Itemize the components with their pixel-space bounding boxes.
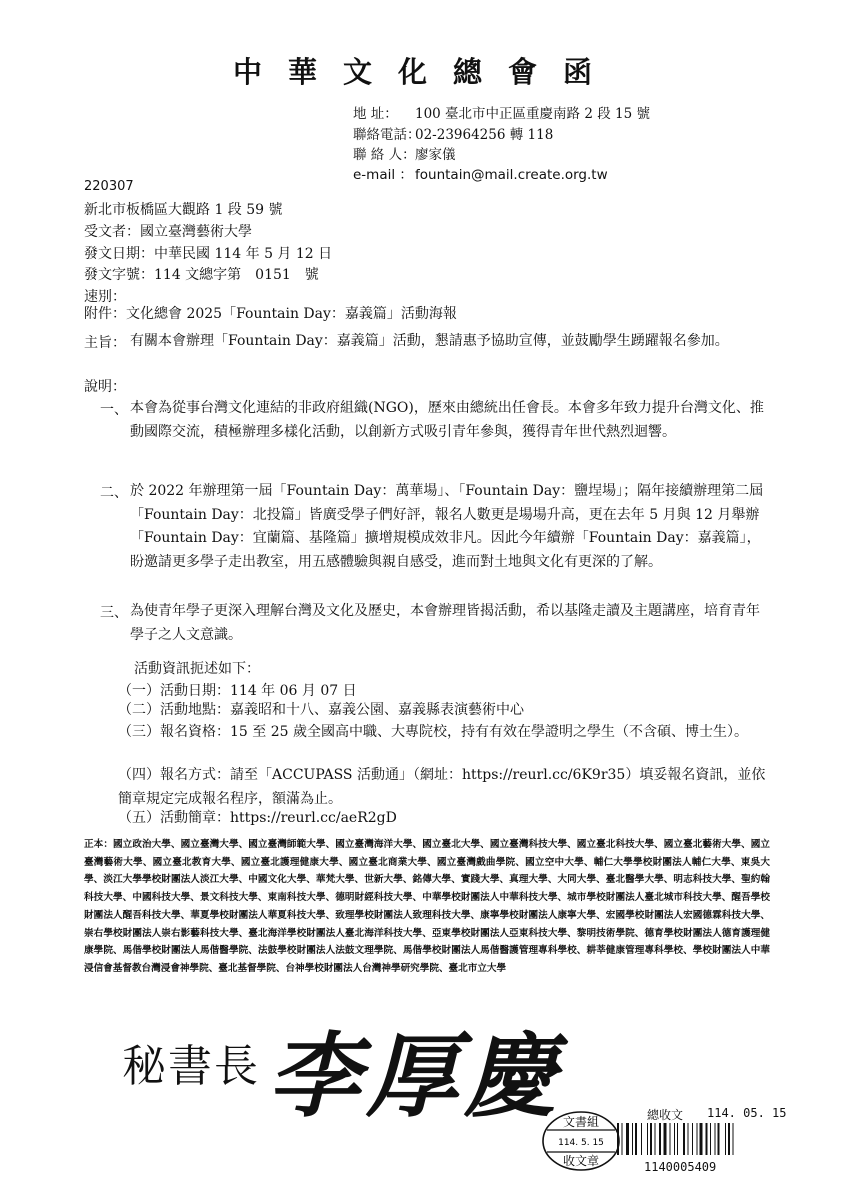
barcode-bar <box>617 1123 619 1155</box>
attachment: 附件：文化總會 2025「Fountain Day：嘉義篇」活動海報 <box>84 306 457 322</box>
person-value: 廖家儀 <box>415 147 456 163</box>
subject-text: 有關本會辦理「Fountain Day：嘉義篇」活動，懇請惠予協助宣傳，並鼓勵學生踴躍報名參加。 <box>130 333 729 349</box>
activity-intro: 活動資訊扼述如下： <box>134 661 260 677</box>
barcode-bar <box>677 1123 678 1155</box>
receipt-label: 總收文 <box>647 1108 684 1122</box>
barcode-bar <box>688 1123 689 1155</box>
recipient: 受文者：國立臺灣藝術大學 <box>84 224 252 240</box>
barcode-bar <box>632 1123 633 1155</box>
barcode-bar <box>659 1123 661 1155</box>
copies-list: 正本：國立政治大學、國立臺灣大學、國立臺灣師範大學、國立臺灣海洋大學、國立臺北大學、國立臺灣科技大學、國立臺北科技大學、國立臺北藝術大學、國立臺灣藝術大學、國立臺北教育大學、國立臺北護理健康大學、國立臺北商業大學、國立臺灣戲曲學院、國立空中大學、輔仁大學學校財團法人輔仁大學、東吳大學、淡江大學學校財團法人淡江大學、中國文化大學、華梵大學、世新大學、銘傳大學、實踐大學、真理大學、大同大學、臺北醫學大學、明志科技大學、聖約翰科技大學、中國科技大學、景文科技大學、東南科技大學、德明財經科技大學、中華學校財團法人中華科技大學、城市學校財團法人臺北城市科技大學、醒吾學校財團法人醒吾科技大學、華夏學校財團法人華夏科技大學、致理學校財團法人致理科技大學、康寧學校財團法人康寧大學、宏國學校財團法人宏國德霖科技大學、崇右學校財團法人崇右影藝科技大學、臺北海洋學校財團法人臺北海洋科技大學、亞東學校財團法人亞東科技大學、黎明技術學院、德育學校財團法人德育護理健康學院、馬偕學校財團法人馬偕醫學院、法鼓學校財團法人法鼓文理學院、馬偕學校財團法人馬偕醫護管理專科學校、耕莘健康管理專科學校、學校財團法人中華浸信會基督教台灣浸會神學院、臺北基督學院、台神學校財團法人台灣神學研究學院、臺北市立大學 <box>84 839 770 974</box>
barcode-bar <box>650 1123 652 1155</box>
barcode-bar <box>706 1123 708 1155</box>
phone-label: 聯絡電話： <box>353 127 421 143</box>
item-number: 三、 <box>100 605 128 621</box>
barcode-bar <box>700 1123 703 1155</box>
barcode-bar <box>674 1123 675 1155</box>
activity-eligibility: （三）報名資格：15 至 25 歲全國高中職、大專院校，持有有效在學證明之學生（不含碩、博士生）。 <box>118 724 748 740</box>
contact-person <box>353 143 456 163</box>
item-number: 一、 <box>100 402 128 418</box>
barcode-bar <box>692 1123 693 1155</box>
barcode-bar <box>641 1123 642 1155</box>
email-label: e-mail ： <box>353 167 413 183</box>
barcode-bar <box>622 1123 623 1155</box>
explanation-item: 於 2022 年辦理第一屆「Fountain Day：萬華場」、「Fountain Day：鹽埕場」；隔年接續辦理第二屆「Fountain Day：北投篇」皆廣受學子們好評，報名人數更是場場升高，更在去年 5 月與 12 月舉辦「Fountain Day：宜蘭篇、基隆篇」擴增規模成效非凡。因此今年續辦「Fountain Day：嘉義篇」，盼邀請更多學子走出教室，用五感體驗與親自感受，進而對土地與文化有更深的了解。 <box>130 483 764 570</box>
explanation-label: 說明： <box>84 379 126 395</box>
activity-location: （二）活動地點：嘉義昭和十八、嘉義公園、嘉義縣表演藝術中心 <box>118 702 524 718</box>
barcode-bar <box>647 1123 648 1155</box>
receipt-stamp <box>541 1110 621 1172</box>
stamp-date: 114. 5. 15 <box>558 1138 604 1148</box>
explanation-item: 為使青年學子更深入理解台灣及文化及歷史，本會辦理皆揭活動，希以基隆走讀及主題講座，培育青年學子之人文意識。 <box>130 603 760 643</box>
barcode <box>617 1123 772 1155</box>
barcode-bar <box>664 1123 667 1155</box>
stamp-top: 文書組 <box>562 1115 600 1129</box>
document-number: 發文字號：114 文總字第 0151 號 <box>84 267 319 283</box>
issue-date: 發文日期：中華民國 114 年 5 月 12 日 <box>84 246 333 262</box>
email-value: fountain@mail.create.org.tw <box>415 167 608 183</box>
barcode-bar <box>710 1123 711 1155</box>
document-title: 中華文化總會函 <box>232 55 618 89</box>
contact-email <box>353 163 608 183</box>
person-label: 聯 絡 人： <box>353 147 416 163</box>
item-number: 二、 <box>100 485 128 501</box>
barcode-bar <box>725 1123 726 1155</box>
barcode-bar <box>683 1123 685 1155</box>
activity-brochure: （五）活動簡章：https://reurl.cc/aeR2gD <box>118 810 397 826</box>
barcode-bar <box>697 1123 698 1155</box>
activity-registration: （四）報名方式：請至「ACCUPASS 活動通」（網址：https://reurl.cc/6K9r35）填妥報名資訊，並依簡章規定完成報名程序，額滿為止。 <box>118 767 766 807</box>
barcode-bar <box>733 1123 734 1155</box>
receipt-number: 1140005409 <box>644 1160 717 1174</box>
barcode-bar <box>626 1123 629 1155</box>
address-label: 地 址： <box>353 106 398 122</box>
barcode-bar <box>670 1123 671 1155</box>
contact-address <box>353 102 650 122</box>
speed-class: 速別： <box>84 289 126 305</box>
signatory-name: 李厚慶 <box>268 1022 563 1130</box>
postcode: 220307 <box>84 179 134 194</box>
activity-date: （一）活動日期：114 年 06 月 07 日 <box>118 683 357 699</box>
stamp-bottom: 收文章 <box>562 1154 600 1168</box>
address-value: 100 臺北市中正區重慶南路 2 段 15 號 <box>415 106 650 122</box>
barcode-bar <box>715 1123 716 1155</box>
barcode-bar <box>635 1123 637 1155</box>
explanation-item: 本會為從事台灣文化連結的非政府組織(NGO)，歷來由總統出任會長。本會多年致力提升台灣文化、推動國際交流，積極辦理多樣化活動，以創新方式吸引青年參與，獲得青年世代熱烈迴響。 <box>130 400 764 440</box>
barcode-bar <box>718 1123 720 1155</box>
subject-label: 主旨： <box>84 335 126 351</box>
receipt-date: 114. 05. 15 <box>707 1106 787 1120</box>
phone-value: 02-23964256 轉 118 <box>415 127 554 143</box>
contact-phone <box>353 123 553 143</box>
barcode-bar <box>655 1123 656 1155</box>
barcode-bar <box>728 1123 730 1155</box>
recipient-address: 新北市板橋區大觀路 1 段 59 號 <box>84 202 283 218</box>
signatory-title: 秘書長 <box>122 1041 260 1092</box>
